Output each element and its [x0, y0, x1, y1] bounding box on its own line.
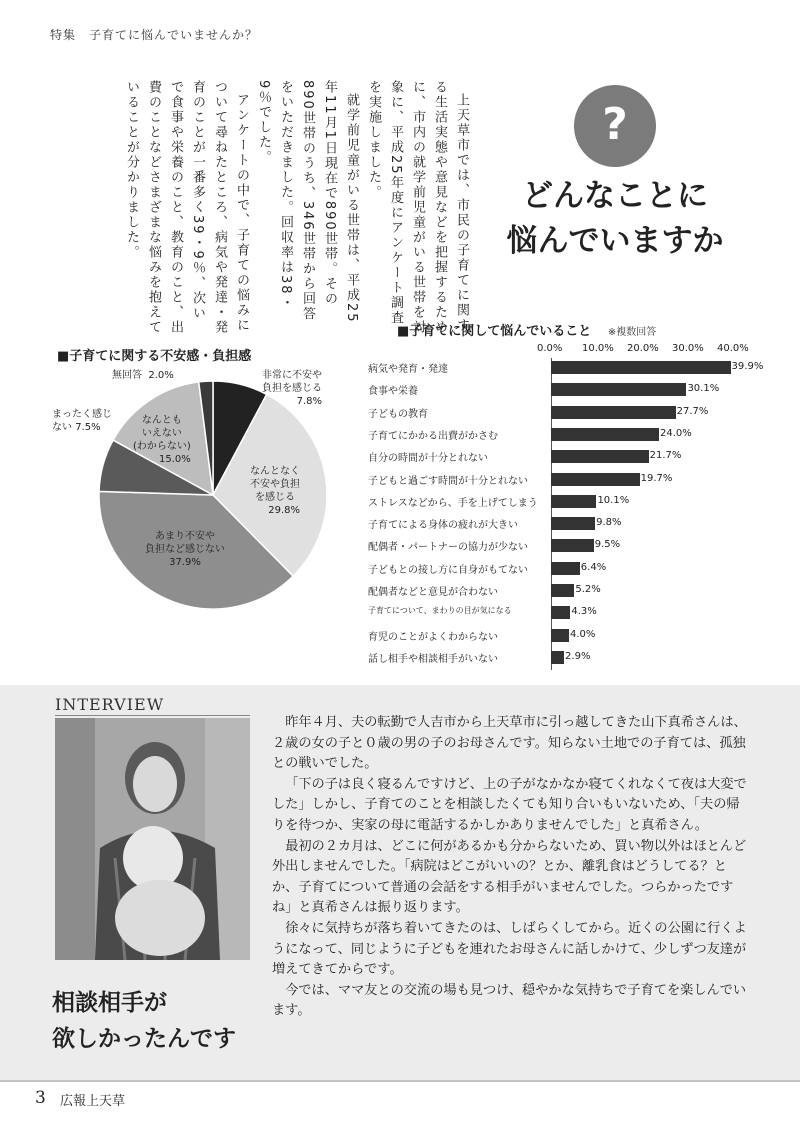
- bar-value-label: 21.7%: [649, 450, 682, 462]
- interview-headline: 相談相手が 欲しかったんです: [52, 990, 236, 1052]
- bar-category-label: 育児のことがよくわからない: [368, 631, 498, 643]
- interview-paragraph-5: 今では、ママ友との交流の場も見つけ、穏やかな気持ちで子育てを楽しんでいます。: [272, 982, 747, 1019]
- bar-category-label: 子どもと過ごす時間が十分とれない: [368, 475, 528, 487]
- bar-mark: [551, 473, 640, 486]
- footer-divider: [0, 1080, 800, 1084]
- publication-name: 広報上天草: [60, 1094, 126, 1109]
- pie-label-very-anxious: 非常に不安や 負担を感じる 7.8%: [262, 370, 322, 407]
- bar-tick-label: 30.0%: [672, 343, 704, 354]
- bar-value-label: 4.0%: [570, 628, 596, 640]
- bar-tick-label: 40.0%: [717, 343, 749, 354]
- bar-value-label: 4.3%: [571, 606, 597, 618]
- bar-category-label: 病気や発育・発達: [368, 364, 448, 375]
- question-mark-icon: ?: [574, 85, 656, 167]
- interview-paragraph-4: 徐々に気持ちが落ち着いてきたのは、しばらくしてから。近くの公園に行くようになって、同じように子どもを連れたお母さんに話しかけて、少しずつ友達が増えてきてからです。: [272, 920, 747, 978]
- bar-mark: [551, 539, 594, 552]
- bar-mark: [551, 406, 676, 419]
- bar-mark: [551, 517, 595, 530]
- bar-mark: [551, 562, 580, 575]
- intro-text: [120, 80, 472, 335]
- bar-category-label: 子育てについて、まわりの目が気になる: [368, 606, 512, 616]
- bar-category-label: 子どもとの接し方に自身がもてない: [368, 564, 528, 576]
- bar-category-label: 配偶者・パートナーの協力が少ない: [368, 542, 528, 554]
- bar-category-label: 話し相手や相談相手がいない: [368, 653, 498, 665]
- bar-value-label: 5.2%: [575, 584, 601, 595]
- interview-divider: [55, 715, 250, 716]
- bar-category-label: 配偶者などと意見が合わない: [368, 587, 498, 598]
- bar-value-label: 39.9%: [731, 361, 764, 372]
- bar-value-label: 24.0%: [660, 427, 692, 439]
- bar-tick-label: 10.0%: [582, 343, 614, 354]
- bar-category-label: 子どもの教育: [368, 408, 428, 420]
- interview-label: INTERVIEW: [55, 695, 165, 714]
- bar-mark: [551, 428, 659, 441]
- intro-paragraph-2: 就学前児童がいる世帯は、平成25年11月1日現在で890世帯。その890世帯のうち、346世帯から回答をいただきました。回収率は38・9％でした。: [256, 80, 359, 324]
- bar-chart-note: ※複数回答: [607, 327, 657, 338]
- bar-mark: [551, 495, 596, 508]
- interview-paragraph-3: 最初の２カ月は、どこに何があるかも分からないため、買い物以外はほとんど外出しませんでした。「病院はどこがいいの？とか、離乳食はどうしてる？とか、子育てについて普通の会話をする相手がいませんでした。つらかったですね」と真希さんは振り返ります。: [272, 838, 747, 916]
- bar-mark: [551, 606, 570, 619]
- bar-tick-label: 20.0%: [627, 343, 659, 354]
- interview-photo: [55, 718, 250, 960]
- bar-value-label: 9.5%: [594, 539, 621, 551]
- bar-value-label: 6.4%: [580, 561, 607, 573]
- bar-value-label: 27.7%: [676, 405, 709, 417]
- interview-body: [272, 713, 750, 1022]
- pie-chart: [90, 375, 360, 625]
- bar-mark: [551, 361, 731, 374]
- bar-category-label: 自分の時間が十分とれない: [368, 453, 488, 465]
- bar-mark: [551, 629, 569, 642]
- bar-category-label: 子育てによる身体の疲れが大きい: [368, 520, 518, 532]
- page-header: 特集 子育てに悩んでいませんか？: [50, 28, 259, 42]
- pie-label-no-answer: 無回答 2.0%: [112, 370, 174, 381]
- pie-label-cannot-say: なんとも いえない (わからない) 15.0%: [133, 415, 191, 465]
- interview-paragraph-1: 昨年４月、夫の転勤で人吉市から上天草市に引っ越してきた山下真希さんは、２歳の女の子と０歳の男の子のお母さんです。知らない土地での子育ては、孤独との戦いでした。: [272, 715, 747, 772]
- bar-mark: [551, 584, 574, 597]
- bar-category-label: 食事や栄養: [368, 386, 418, 398]
- bar-tick-label: 0.0%: [537, 343, 563, 354]
- pie-label-not-much: あまり不安や 負担など感じない 37.9%: [145, 531, 225, 568]
- question-title-line-1: どんなことに: [522, 178, 708, 214]
- bar-value-label: 30.1%: [687, 383, 720, 395]
- bar-mark: [551, 651, 564, 664]
- bar-category-label: ストレスなどから、手を上げてしまう: [368, 497, 538, 509]
- page-number: 3: [35, 1088, 46, 1108]
- bar-mark: [551, 450, 649, 463]
- bar-chart-title: ■子育てに関して悩んでいること ※複数回答: [397, 324, 657, 339]
- bar-mark: [551, 383, 686, 396]
- bar-category-label: 子育てにかかる出費がかさむ: [368, 430, 498, 442]
- question-title-line-2: 悩んでいますか: [506, 223, 724, 259]
- bar-value-label: 2.9%: [565, 650, 591, 662]
- pie-chart-title: ■子育てに関する不安感・負担感: [57, 349, 252, 364]
- pie-label-somewhat-anxious: なんとなく 不安や負担 を感じる 29.8%: [250, 466, 300, 516]
- intro-paragraph-3: アンケートの中で、子育ての悩みについて尋ねたところ、病気や発達・発育のことが一番多く39・9％、次いで食事や栄養のこと、教育のこと、出費のことなどさまざまな悩みを抱えていることが分かりました。: [124, 80, 249, 335]
- interview-paragraph-2: 「下の子は良く寝るんですけど、上の子がなかなか寝てくれなくて夜は大変でした」しかし、子育てのことを相談したくても知り合いもいないため、「夫の帰りを待つか、実家の母に電話するかしかありませんでした」と真希さん。: [272, 776, 747, 833]
- bar-value-label: 10.1%: [597, 494, 630, 506]
- intro-paragraph-1: 上天草市では、市民の子育てに関する生活実態や意見などを把握するために、市内の就学前児童がいる世帯を対象に、平成25年度にアンケート調査を実施しました。: [366, 80, 469, 335]
- pie-label-not-at-all: まったく感じ ない 7.5%: [52, 409, 112, 433]
- bar-value-label: 19.7%: [640, 472, 673, 484]
- bar-value-label: 9.8%: [596, 517, 622, 529]
